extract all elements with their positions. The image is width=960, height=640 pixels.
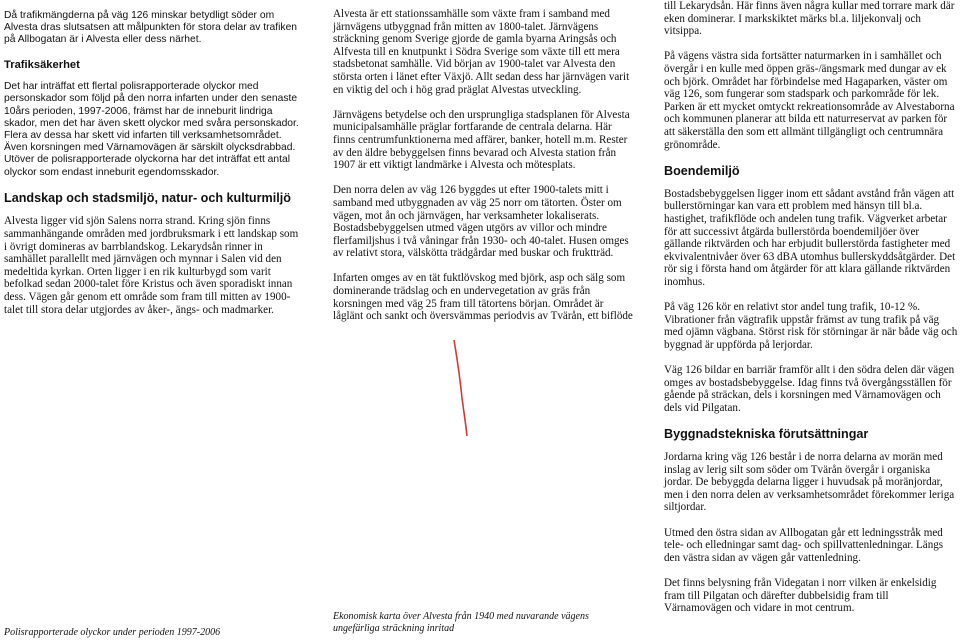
vegetation-paragraph: Infarten omges av en tät fuktlövskog med björk, asp och sälg som dominerande trädslag och en undervegetation av gräs från korsningen med väg 25 fram till tätortens början. Området är låglänt och sankt och översvämmas periodvis av Tvärån, ett biflöde: [333, 272, 633, 323]
historic-map-caption: Ekonomisk karta över Alvesta från 1940 med nuvarande vägens ungefärliga sträckning inritad: [333, 611, 589, 634]
utilities-paragraph: Utmed den östra sidan av Allbogatan går ett ledningsstråk med tele- och elledningar samt dag- och spillvattenledningar. Längs den västra sidan av vägen går vattenledning.: [664, 526, 944, 564]
traffic-safety-heading: Trafiksäkerhet: [4, 59, 80, 72]
landscape-paragraph: Alvesta ligger vid sjön Salens norra strand. Kring sjön finns sammanhängande områden med jordbruksmark i ett landskap som i övrigt domineras av barrblandskog. Lekarydsån rinner in samhället parallellt med järnvägen och mynnar i Salen vid den medeltida kyrkan. Orten ligger i en rik kulturbygd som varit befolkad sedan 2000-talet före Kristus och även sporadiskt innan dess. Vägen går genom ett område som fram till mitten av 1900-talet till stora delar utgjordes av åker-, ängs- och madmarker.: [4, 215, 299, 316]
park-paragraph: På vägens västra sida fortsätter naturmarken in i samhället och övergår i en kulle med öppen gräs-/ängsmark med dungar av ek och björk. Området har förbindelse med Hagaparken, väster om väg 126, som fungerar som stadspark och parkområde för lek. Parken är ett mycket omtyckt rekreationsområde av Alvestaborna och kommunen planerar att bilda ett naturreservat av parken för att säkerställa den som ett allmänt tillgängligt och centrumnära grönområde.: [664, 50, 955, 151]
road-line-mark: [440, 338, 480, 438]
column-right: [664, 0, 958, 615]
intro-paragraph: Då trafikmängderna på väg 126 minskar betydligt söder om Alvesta dras slutsatsen att målpunkten för stora delar av trafiken på Allbogatan är i Alvesta eller dess närhet.: [4, 10, 298, 46]
lekarydsan-paragraph: till Lekarydsån. Här finns även några kullar med torrare mark där eken dominerar. I markskiktet märks bl.a. liljekonvalj och vitsippa.: [664, 0, 955, 38]
barrier-paragraph: Väg 126 bildar en barriär framför allt i den södra delen där vägen omges av bostadsbebyggelse. Idag finns två övergångsställen för gående på sträckan, dels i korsningen med Värnamovägen och dels vid Pilgatan.: [664, 364, 955, 414]
noise-paragraph: Bostadsbebyggelsen ligger inom ett sådant avstånd från vägen att bullerstörningar kan vara ett problem med hänsyn till bl.a. hastighet, trafikflöde och andelen tung trafik. Vägverket arbetar för att successivt åtgärda bullerstörda boendemiljöer över gällande riktvärden och har erbjudit bullerstörda fastigheter med ekvivalentnivåer över 63 dBA utomhus bullerskyddsåtgärder. Det rör sig i första hand om åtgärder för att klara gällande riktvärden inomhus.: [664, 187, 956, 288]
soil-paragraph: Jordarna kring väg 126 består i de norra delarna av morän med inslag av lerig silt som söder om Tvärån övergår i organiska jordar. De bebyggda delarna ligger i huvudsak på moränjordar, men i den norra delen av verksamhetsområdet förekommer leriga siltjordar.: [664, 451, 955, 514]
railway-paragraph: Järnvägens betydelse och den ursprungliga stadsplanen för Alvesta municipalsamhälle präglar fortfarande de centrala delarna. Här finns centrumfunktionerna med affärer, banker, hotell m.m. Rester av den äldre bebyggelsen finns bevarad och Alvesta station från 1907 är ett viktigt landmärke i Alvesta och mötesplats.: [333, 108, 630, 172]
heavy-traffic-paragraph: På väg 126 kör en relativt stor andel tung trafik, 10-12 %. Vibrationer från vägtrafik uppstår främst av tung trafik på väg med ojämn vägbana. Störst risk för störningar är när både väg och byggnad är uppförda på lerjordar.: [664, 301, 958, 351]
traffic-safety-paragraph: Det har inträffat ett flertal polisrapporterade olyckor med personskador som följd på den norra infarten under den senaste 10års perioden, 1997-2006, främst har de inneburit lindriga skador, men det har även skett olyckor med svåra personskador. Flera av dessa har skett vid infarten till verksamhetsområdet. Även korsningen med Värnamovägen är särskilt olycksdrabbad. Utöver de polisrapporterade olyckorna har det inträffat ett antal olyckor som endast inneburit egendomsskador.: [4, 81, 299, 178]
road-route-line: [454, 340, 467, 436]
road-development-paragraph: Den norra delen av väg 126 byggdes ut efter 1900-talets mitt i samband med utbyggnaden av väg 25 norr om tätorten. Öster om vägen, mot ån och järnvägen, har verksamheter lokaliserats. Bostadsbebyggelsen utmed vägen utgörs av villor och mindre flerfamiljshus i två våningar från 1930- och 40-talet. Husen omges av relativt stora, välskötta trädgårdar med buskar och fruktträd.: [333, 184, 629, 260]
accidents-map-caption: Polisrapporterade olyckor under perioden 1997-2006: [4, 627, 221, 638]
station-history-paragraph: Alvesta är ett stationssamhälle som växte fram i samband med järnvägens utbyggnad från mitten av 1800-talet. Järnvägens sträckning genom Sverige gjorde de gamla byarna Aringsås och Alfvesta till en knutpunkt i Södra Sverige som växte till ett mera stadsbetonat samhälle. Vid början av 1900-talet var Alvesta den största orten i länet efter Växjö. Allt sedan dess har järnvägen varit en viktig del och i hög grad präglat Alvestas utveckling.: [333, 8, 630, 96]
landscape-heading: Landskap och stadsmiljö, natur- och kulturmiljö: [4, 191, 291, 206]
housing-heading: Boendemiljö: [664, 163, 740, 178]
lighting-paragraph: Det finns belysning från Videgatan i norr vilken är enkelsidig fram till Pilgatan och därefter dubbelsidig fram till Värnamovägen och vidare in mot centrum.: [664, 576, 937, 615]
geotechnical-heading: Byggnadstekniska förutsättningar: [664, 427, 869, 441]
column-middle: [333, 8, 635, 323]
column-left: [4, 10, 304, 316]
